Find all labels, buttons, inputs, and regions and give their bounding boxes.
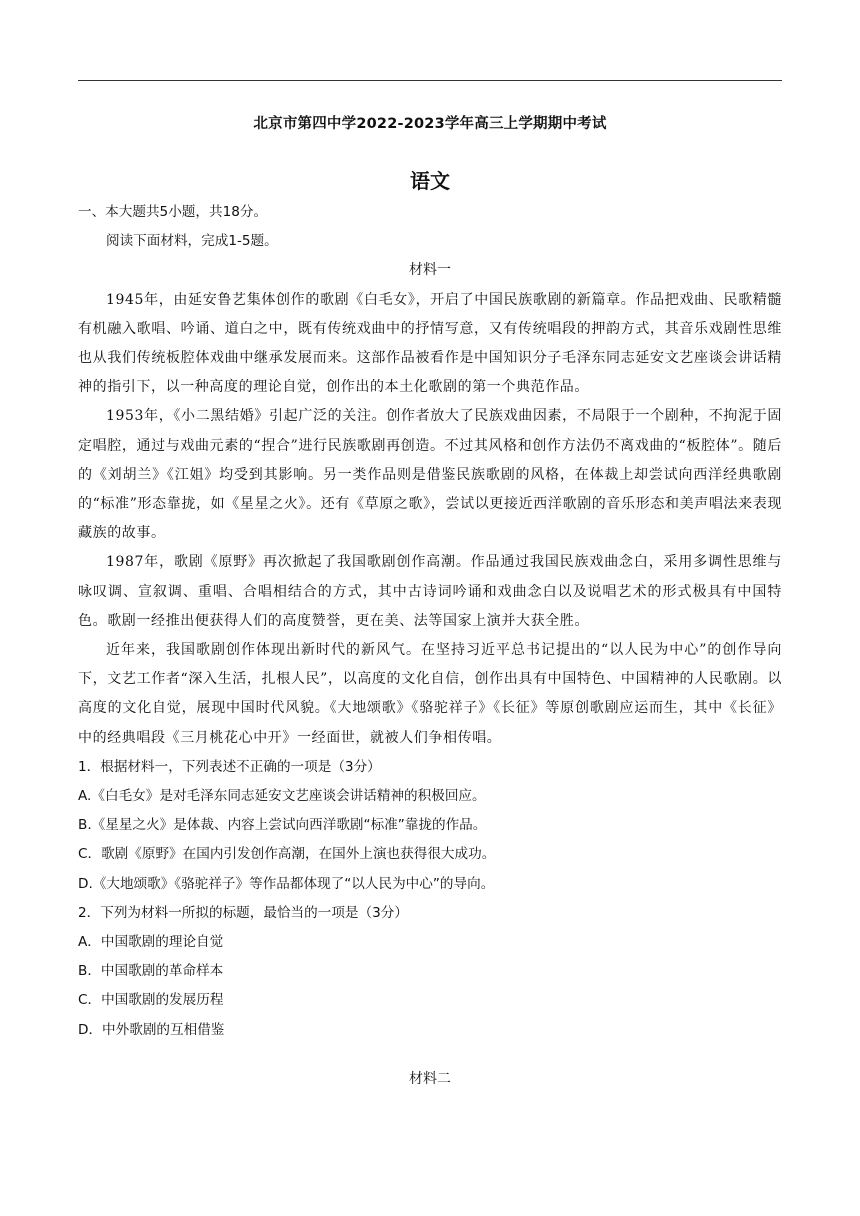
material-one-paragraph: 1953年，《小二黑结婚》引起广泛的关注。创作者放大了民族戏曲因素，不局限于一个剧种，不拘泥于固定唱腔，通过与戏曲元素的“捏合”进行民族歌剧再创造。不过其风格和创作方法仍不离戏曲的“板腔体”。随后的《刘胡兰》《江姐》均受到其影响。另一类作品则是借鉴民族歌剧的风格，在体裁上却尝试向西洋经典歌剧的“标准”形态靠拢，如《星星之火》。还有《草原之歌》，尝试以更接近西洋歌剧的音乐形态和美声唱法来表现藏族的故事。 xyxy=(78,408,782,542)
material-one-paragraph: 近年来，我国歌剧创作体现出新时代的新风气。在坚持习近平总书记提出的“以人民为中心”的创作导向下，文艺工作者“深入生活，扎根人民”，以高度的文化自信，创作出具有中国特色、中国精神的人民歌剧。以高度的文化自觉，展现中国时代风貌。《大地颂歌》《骆驼祥子》《长征》等原创歌剧应运而生，其中《长征》中的经典唱段《三月桃花心中开》一经面世，就被人们争相传唱。 xyxy=(78,642,782,746)
material-one-heading: 材料一 xyxy=(409,262,451,279)
question-stem: 2．下列为材料一所拟的标题，最恰当的一项是（3分） xyxy=(78,904,408,921)
answer-option: C．中国歌剧的发展历程 xyxy=(78,992,224,1009)
material-one-paragraph: 1945年，由延安鲁艺集体创作的歌剧《白毛女》，开启了中国民族歌剧的新篇章。作品把戏曲、民歌精髓有机融入歌唱、吟诵、道白之中，既有传统戏曲中的抒情写意，又有传统唱段的押韵方式，其音乐戏剧性思维也从我们传统板腔体戏曲中继承发展而来。这部作品被看作是中国知识分子毛泽东同志延安文艺座谈会讲话精神的指引下，以一种高度的理论自觉，创作出的本土化歌剧的第一个典范作品。 xyxy=(78,291,782,396)
material-one-paragraph: 1987年，歌剧《原野》再次掀起了我国歌剧创作高潮。作品通过我国民族戏曲念白，采用多调性思维与咏叹调、宣叙调、重唱、合唱相结合的方式，其中古诗词吟诵和戏曲念白以及说唱艺术的形式极具有中国特色。歌剧一经推出便获得人们的高度赞誉，更在美、法等国家上演并大获全胜。 xyxy=(78,554,782,629)
question-stem: 1．根据材料一，下列表述不正确的一项是（3分） xyxy=(78,758,381,775)
answer-option: B.《星星之火》是体裁、内容上尝试向西洋歌剧“标准”靠拢的作品。 xyxy=(78,817,487,834)
exam-title: 北京市第四中学2022-2023学年高三上学期期中考试 xyxy=(253,116,607,132)
material-two-heading: 材料二 xyxy=(409,1071,451,1087)
answer-option: A.《白毛女》是对毛泽东同志延安文艺座谈会讲话精神的积极回应。 xyxy=(78,788,486,804)
main-content xyxy=(78,198,782,1045)
answer-option: C．歌剧《原野》在国内引发创作高潮，在国外上演也获得很大成功。 xyxy=(78,846,496,863)
answer-option: A．中国歌剧的理论自觉 xyxy=(78,933,224,950)
reading-instruction: 阅读下面材料，完成1-5题。 xyxy=(106,233,278,250)
answer-option: D．中外歌剧的互相借鉴 xyxy=(78,1021,225,1038)
header-rule xyxy=(78,80,782,81)
answer-option: B．中国歌剧的革命样本 xyxy=(78,963,224,980)
answer-option: D.《大地颂歌》《骆驼祥子》等作品都体现了“以人民为中心”的导向。 xyxy=(78,875,495,892)
subject-title: 语文 xyxy=(410,169,450,193)
section-intro: 一、本大题共5小题，共18分。 xyxy=(78,204,268,220)
